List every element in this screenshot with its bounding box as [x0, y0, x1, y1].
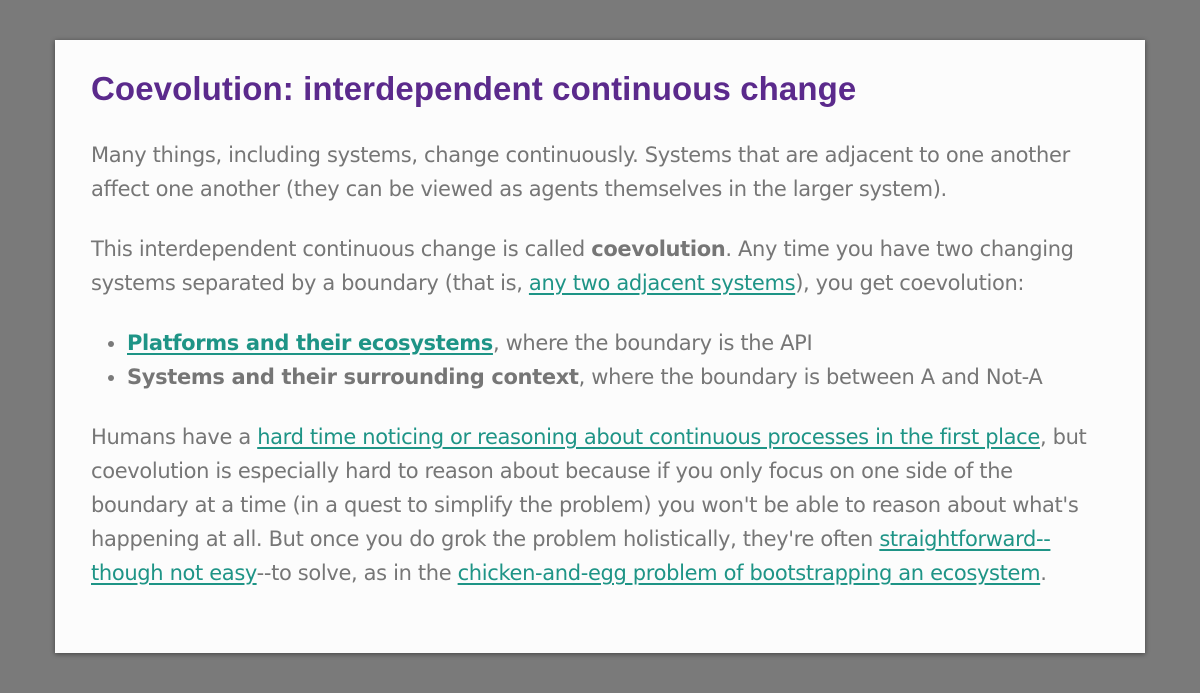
closing-text-middle: , but coevolution is especially hard to reason about because if you only focus on one side of the boundary at a time (in a quest to simplify the problem) you won't be able to reason about what's happening at all. But once you do grok the problem holistically, they're often	[91, 425, 1087, 551]
definition-text-after-link: ), you get coevolution:	[795, 271, 1025, 295]
closing-period: .	[1040, 561, 1047, 585]
example-item-surrounding-context	[127, 360, 1109, 394]
note-card	[55, 40, 1145, 653]
note-title: Coevolution: interdependent continuous change	[91, 70, 857, 107]
examples-list	[91, 326, 1109, 394]
straightforward-not-easy-link[interactable]: straightforward--though not easy	[91, 527, 1051, 585]
coevolution-term: coevolution	[591, 237, 726, 261]
continuous-processes-link[interactable]: hard time noticing or reasoning about continuous processes in the first place	[257, 425, 1040, 449]
closing-text-before-final-link: --to solve, as in the	[256, 561, 458, 585]
example-item-context-description: , where the boundary is between A and Not-A	[578, 365, 1043, 389]
intro-paragraph: Many things, including systems, change continuously. Systems that are adjacent to one another affect one another (they can be viewed as agents themselves in the larger system).	[91, 143, 1070, 201]
systems-context-label: Systems and their surrounding context	[127, 365, 579, 389]
definition-text-after-term: . Any time you have two changing systems separated by a boundary (that is,	[91, 237, 1074, 295]
closing-text-before-link: Humans have a	[91, 425, 258, 449]
closing-paragraph	[91, 420, 1109, 590]
example-item-platforms	[127, 326, 1109, 360]
definition-text-before-term: This interdependent continuous change is called	[91, 237, 592, 261]
platforms-ecosystems-link[interactable]: Platforms and their ecosystems	[127, 331, 493, 355]
bootstrapping-ecosystem-link[interactable]: chicken-and-egg problem of bootstrapping an ecosystem	[457, 561, 1041, 585]
definition-paragraph	[91, 232, 1109, 300]
adjacent-systems-link[interactable]: any two adjacent systems	[528, 271, 796, 295]
example-item-platforms-description: , where the boundary is the API	[492, 331, 813, 355]
